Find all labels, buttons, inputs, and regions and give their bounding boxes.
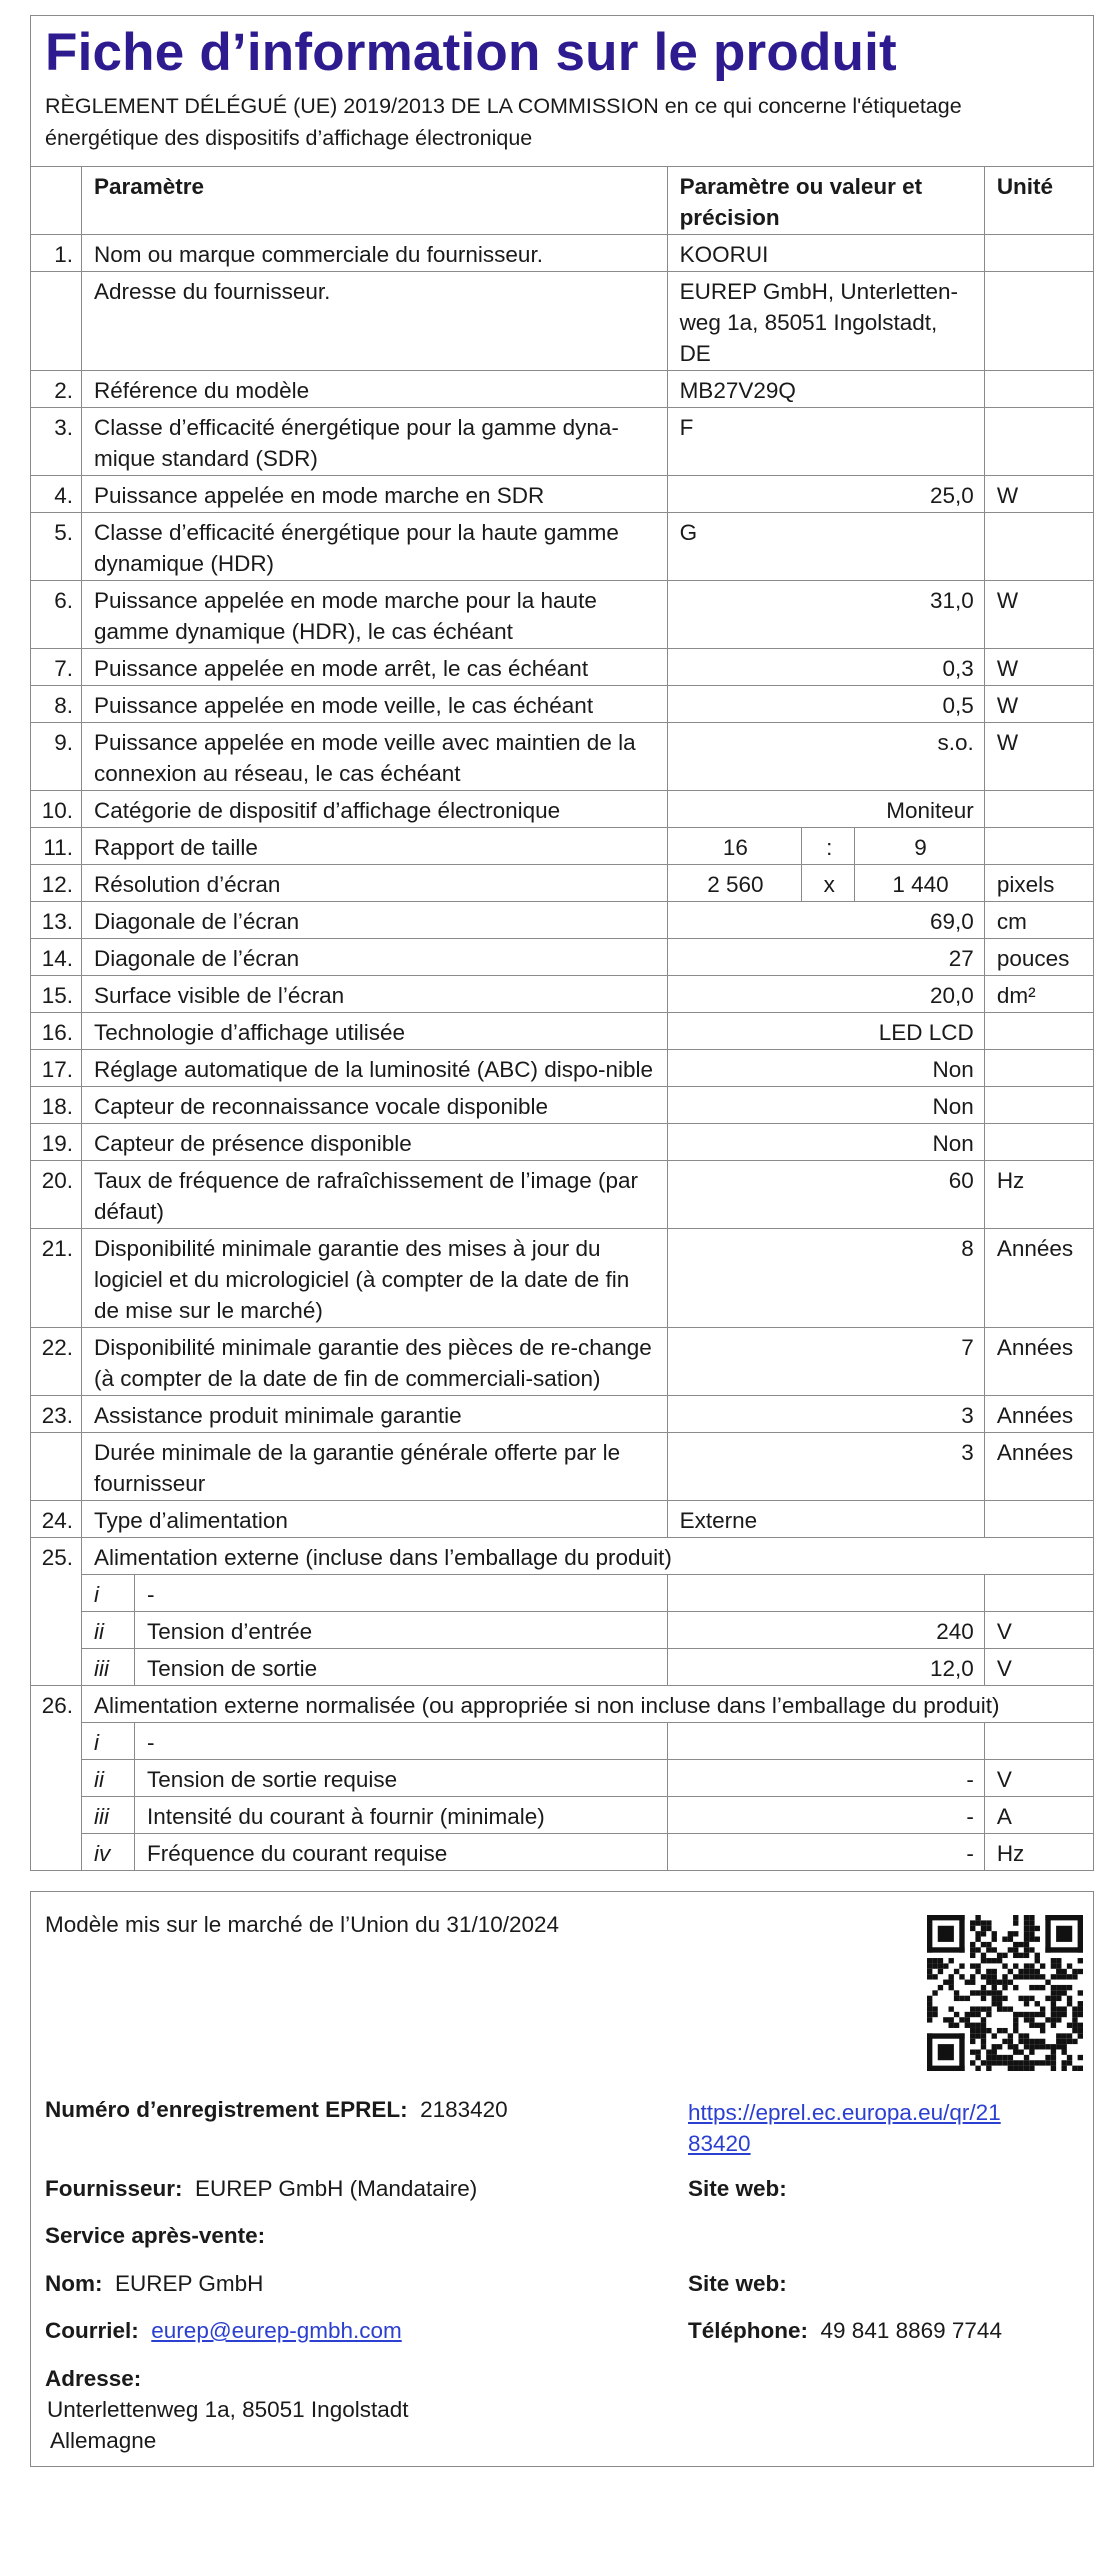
row-number: 19. <box>31 1124 82 1161</box>
row-number: 10. <box>31 791 82 828</box>
table-row <box>31 1087 1094 1124</box>
sub-row-label: Tension de sortie requise <box>135 1760 668 1797</box>
row-unit: W <box>984 723 1093 791</box>
sub-row-roman: i <box>82 1723 135 1760</box>
table-row <box>31 371 1094 408</box>
row-label: Diagonale de l’écran <box>82 902 668 939</box>
sub-row-roman: iii <box>82 1797 135 1834</box>
row-unit <box>984 1124 1093 1161</box>
table-row <box>31 1686 1094 1723</box>
row-value: Externe <box>667 1501 984 1538</box>
sub-row-value: - <box>667 1797 984 1834</box>
row-value: MB27V29Q <box>667 371 984 408</box>
service-name-value: EUREP GmbH <box>115 2271 264 2296</box>
sub-row-unit <box>984 1575 1093 1612</box>
row-number: 14. <box>31 939 82 976</box>
row-number: 1. <box>31 235 82 272</box>
sub-row <box>31 1797 1094 1834</box>
page-title: Fiche d’information sur le produit <box>45 23 897 82</box>
table-header-row <box>31 167 1094 235</box>
row-value-second: 9 <box>855 828 985 865</box>
table-row <box>31 865 1094 902</box>
sub-row-roman: ii <box>82 1612 135 1649</box>
row-unit: dm² <box>984 976 1093 1013</box>
row-number: 8. <box>31 686 82 723</box>
sub-row-roman: i <box>82 1575 135 1612</box>
row-unit <box>984 791 1093 828</box>
row-unit: pouces <box>984 939 1093 976</box>
row-number: 7. <box>31 649 82 686</box>
row-value: 0,5 <box>667 686 984 723</box>
table-row <box>31 581 1094 649</box>
row-label: Adresse du fournisseur. <box>82 272 668 371</box>
table-row <box>31 476 1094 513</box>
sub-row-label: - <box>135 1723 668 1760</box>
row-label: Assistance produit minimale garantie <box>82 1396 668 1433</box>
row-unit <box>984 408 1093 476</box>
header-num-cell <box>31 167 82 235</box>
table-row <box>31 1433 1094 1501</box>
service-name-label: Nom: <box>45 2271 103 2296</box>
website2-label: Site web: <box>688 2271 787 2296</box>
table-row <box>31 1124 1094 1161</box>
row-value: G <box>667 513 984 581</box>
row-label: Classe d’efficacité énergétique pour la haute gamme dynamique (HDR) <box>82 513 668 581</box>
row-label: Taux de fréquence de rafraîchissement de l’image (par défaut) <box>82 1161 668 1229</box>
sub-row-unit <box>984 1723 1093 1760</box>
row-unit <box>984 513 1093 581</box>
row-unit <box>984 828 1093 865</box>
sub-row-label: Tension d’entrée <box>135 1612 668 1649</box>
spec-table <box>30 166 1094 1871</box>
row-number: 25. <box>31 1538 82 1686</box>
row-number: 18. <box>31 1087 82 1124</box>
row-value: 31,0 <box>667 581 984 649</box>
row-value: F <box>667 408 984 476</box>
sub-row-value <box>667 1575 984 1612</box>
row-value: Non <box>667 1124 984 1161</box>
row-number: 16. <box>31 1013 82 1050</box>
sub-row-value: - <box>667 1760 984 1797</box>
sheet-header <box>30 15 1094 166</box>
product-information-sheet <box>30 15 1094 2467</box>
row-label: Capteur de reconnaissance vocale disponible <box>82 1087 668 1124</box>
row-value: s.o. <box>667 723 984 791</box>
eprel-url-line1[interactable]: https://eprel.ec.europa.eu/qr/21 <box>688 2100 1001 2125</box>
row-label: Résolution d’écran <box>82 865 668 902</box>
row-number: 22. <box>31 1328 82 1396</box>
email-line <box>45 2318 402 2344</box>
row-unit: W <box>984 476 1093 513</box>
service-label: Service après-vente: <box>45 2223 266 2248</box>
row-value: Moniteur <box>667 791 984 828</box>
sub-row-roman: ii <box>82 1760 135 1797</box>
row-number: 26. <box>31 1686 82 1871</box>
row-number: 3. <box>31 408 82 476</box>
table-row <box>31 723 1094 791</box>
eprel-registration-value: 2183420 <box>420 2097 508 2122</box>
row-value: EUREP GmbH, Unterletten-weg 1a, 85051 Ingolstadt, DE <box>667 272 984 371</box>
row-label: Nom ou marque commerciale du fournisseur. <box>82 235 668 272</box>
sub-row-label: Intensité du courant à fournir (minimale) <box>135 1797 668 1834</box>
sub-row-label: Tension de sortie <box>135 1649 668 1686</box>
row-label: Technologie d’affichage utilisée <box>82 1013 668 1050</box>
row-label: Puissance appelée en mode marche en SDR <box>82 476 668 513</box>
row-number: 5. <box>31 513 82 581</box>
sub-row <box>31 1649 1094 1686</box>
row-label: Surface visible de l’écran <box>82 976 668 1013</box>
website-label: Site web: <box>688 2176 787 2201</box>
phone-line <box>688 2318 1002 2344</box>
row-number: 6. <box>31 581 82 649</box>
row-unit: Années <box>984 1396 1093 1433</box>
row-unit: pixels <box>984 865 1093 902</box>
table-row <box>31 1013 1094 1050</box>
row-value-separator: x <box>802 865 855 902</box>
row-unit: W <box>984 686 1093 723</box>
table-row <box>31 1396 1094 1433</box>
row-label: Puissance appelée en mode arrêt, le cas échéant <box>82 649 668 686</box>
row-value: 3 <box>667 1396 984 1433</box>
sub-row-unit: V <box>984 1649 1093 1686</box>
row-value: Non <box>667 1087 984 1124</box>
supplier-line <box>45 2176 477 2202</box>
sub-row-value: 12,0 <box>667 1649 984 1686</box>
row-value-second: 1 440 <box>855 865 985 902</box>
row-group-label: Alimentation externe normalisée (ou appropriée si non incluse dans l’emballage du produit) <box>82 1686 1094 1723</box>
row-label: Diagonale de l’écran <box>82 939 668 976</box>
address-line1: Unterlettenweg 1a, 85051 Ingolstadt <box>47 2397 409 2422</box>
eprel-registration-label: Numéro d’enregistrement EPREL: <box>45 2097 408 2122</box>
table-row <box>31 902 1094 939</box>
row-label: Réglage automatique de la luminosité (ABC) dispo-nible <box>82 1050 668 1087</box>
row-value: 7 <box>667 1328 984 1396</box>
row-value: 27 <box>667 939 984 976</box>
row-value: KOORUI <box>667 235 984 272</box>
row-label: Capteur de présence disponible <box>82 1124 668 1161</box>
header-param: Paramètre <box>82 167 668 235</box>
sub-row-unit: A <box>984 1797 1093 1834</box>
table-row <box>31 1538 1094 1575</box>
table-row <box>31 1501 1094 1538</box>
sub-row-unit: V <box>984 1612 1093 1649</box>
row-unit <box>984 235 1093 272</box>
row-number: 13. <box>31 902 82 939</box>
row-unit: W <box>984 581 1093 649</box>
sub-row-value: - <box>667 1834 984 1871</box>
row-label: Disponibilité minimale garantie des mises à jour du logiciel et du micrologiciel (à compter de la date de fin de mise sur le marché) <box>82 1229 668 1328</box>
row-value-first: 16 <box>667 828 802 865</box>
row-value: LED LCD <box>667 1013 984 1050</box>
row-unit <box>984 1501 1093 1538</box>
sub-row <box>31 1834 1094 1871</box>
row-value: 20,0 <box>667 976 984 1013</box>
row-unit: Hz <box>984 1161 1093 1229</box>
sub-row-label: Fréquence du courant requise <box>135 1834 668 1871</box>
market-date-text: Modèle mis sur le marché de l’Union du 31/10/2024 <box>45 1912 560 1937</box>
table-row <box>31 649 1094 686</box>
row-unit <box>984 272 1093 371</box>
row-number: 15. <box>31 976 82 1013</box>
table-row <box>31 1050 1094 1087</box>
row-group-label: Alimentation externe (incluse dans l’emballage du produit) <box>82 1538 1094 1575</box>
table-row <box>31 939 1094 976</box>
row-value: 8 <box>667 1229 984 1328</box>
row-number: 4. <box>31 476 82 513</box>
row-unit: Années <box>984 1433 1093 1501</box>
sub-row-value <box>667 1723 984 1760</box>
row-value: 69,0 <box>667 902 984 939</box>
eprel-registration <box>45 2097 508 2123</box>
table-row <box>31 235 1094 272</box>
row-value-separator: : <box>802 828 855 865</box>
row-value: 0,3 <box>667 649 984 686</box>
row-unit <box>984 371 1093 408</box>
service-name-line <box>45 2271 263 2297</box>
sub-row <box>31 1723 1094 1760</box>
row-value-first: 2 560 <box>667 865 802 902</box>
phone-value: 49 841 8869 7744 <box>820 2318 1002 2343</box>
row-unit: Années <box>984 1229 1093 1328</box>
row-label: Durée minimale de la garantie générale offerte par le fournisseur <box>82 1433 668 1501</box>
header-unit: Unité <box>984 167 1093 235</box>
header-value: Paramètre ou valeur et précision <box>667 167 984 235</box>
sub-row-roman: iv <box>82 1834 135 1871</box>
row-number <box>31 272 82 371</box>
row-unit: W <box>984 649 1093 686</box>
regulation-subtitle: RÈGLEMENT DÉLÉGUÉ (UE) 2019/2013 DE LA COMMISSION en ce qui concerne l'étiquetage énergétique des dispositifs d’affichage électronique <box>45 94 962 150</box>
row-label: Puissance appelée en mode veille avec maintien de la connexion au réseau, le cas échéant <box>82 723 668 791</box>
row-value: 25,0 <box>667 476 984 513</box>
row-label: Classe d’efficacité énergétique pour la gamme dyna-mique standard (SDR) <box>82 408 668 476</box>
row-unit <box>984 1013 1093 1050</box>
supplier-value: EUREP GmbH (Mandataire) <box>195 2176 478 2201</box>
row-value: 60 <box>667 1161 984 1229</box>
row-value: 3 <box>667 1433 984 1501</box>
eprel-url-line2[interactable]: 83420 <box>688 2131 751 2156</box>
eprel-link[interactable] <box>688 2097 1001 2159</box>
phone-label: Téléphone: <box>688 2318 809 2343</box>
row-number: 24. <box>31 1501 82 1538</box>
row-number: 11. <box>31 828 82 865</box>
supplier-label: Fournisseur: <box>45 2176 183 2201</box>
sub-row <box>31 1760 1094 1797</box>
row-label: Rapport de taille <box>82 828 668 865</box>
row-label: Référence du modèle <box>82 371 668 408</box>
sub-row-unit: Hz <box>984 1834 1093 1871</box>
table-row <box>31 976 1094 1013</box>
table-row <box>31 686 1094 723</box>
row-number <box>31 1433 82 1501</box>
table-row <box>31 272 1094 371</box>
row-label: Type d’alimentation <box>82 1501 668 1538</box>
row-number: 21. <box>31 1229 82 1328</box>
table-row <box>31 408 1094 476</box>
eprel-info-box <box>30 1891 1094 2467</box>
table-row <box>31 828 1094 865</box>
row-unit <box>984 1087 1093 1124</box>
row-unit: cm <box>984 902 1093 939</box>
email-label: Courriel: <box>45 2318 139 2343</box>
row-number: 2. <box>31 371 82 408</box>
row-unit: Années <box>984 1328 1093 1396</box>
table-row <box>31 1328 1094 1396</box>
row-number: 17. <box>31 1050 82 1087</box>
address-line2: Allemagne <box>50 2428 157 2453</box>
row-label: Catégorie de dispositif d’affichage électronique <box>82 791 668 828</box>
sub-row-label: - <box>135 1575 668 1612</box>
row-number: 9. <box>31 723 82 791</box>
sub-row <box>31 1612 1094 1649</box>
address-label: Adresse: <box>45 2366 142 2391</box>
qr-code-icon <box>927 1915 1083 2071</box>
row-label: Puissance appelée en mode veille, le cas échéant <box>82 686 668 723</box>
row-unit <box>984 1050 1093 1087</box>
row-number: 20. <box>31 1161 82 1229</box>
table-row <box>31 1229 1094 1328</box>
row-number: 12. <box>31 865 82 902</box>
table-row <box>31 1161 1094 1229</box>
email-link[interactable]: eurep@eurep-gmbh.com <box>151 2318 402 2343</box>
row-value: Non <box>667 1050 984 1087</box>
table-row <box>31 791 1094 828</box>
sub-row-roman: iii <box>82 1649 135 1686</box>
sub-row <box>31 1575 1094 1612</box>
row-label: Disponibilité minimale garantie des pièces de re-change (à compter de la date de fin de commerciali-sation) <box>82 1328 668 1396</box>
row-label: Puissance appelée en mode marche pour la haute gamme dynamique (HDR), le cas échéant <box>82 581 668 649</box>
table-row <box>31 513 1094 581</box>
sub-row-unit: V <box>984 1760 1093 1797</box>
sub-row-value: 240 <box>667 1612 984 1649</box>
row-number: 23. <box>31 1396 82 1433</box>
